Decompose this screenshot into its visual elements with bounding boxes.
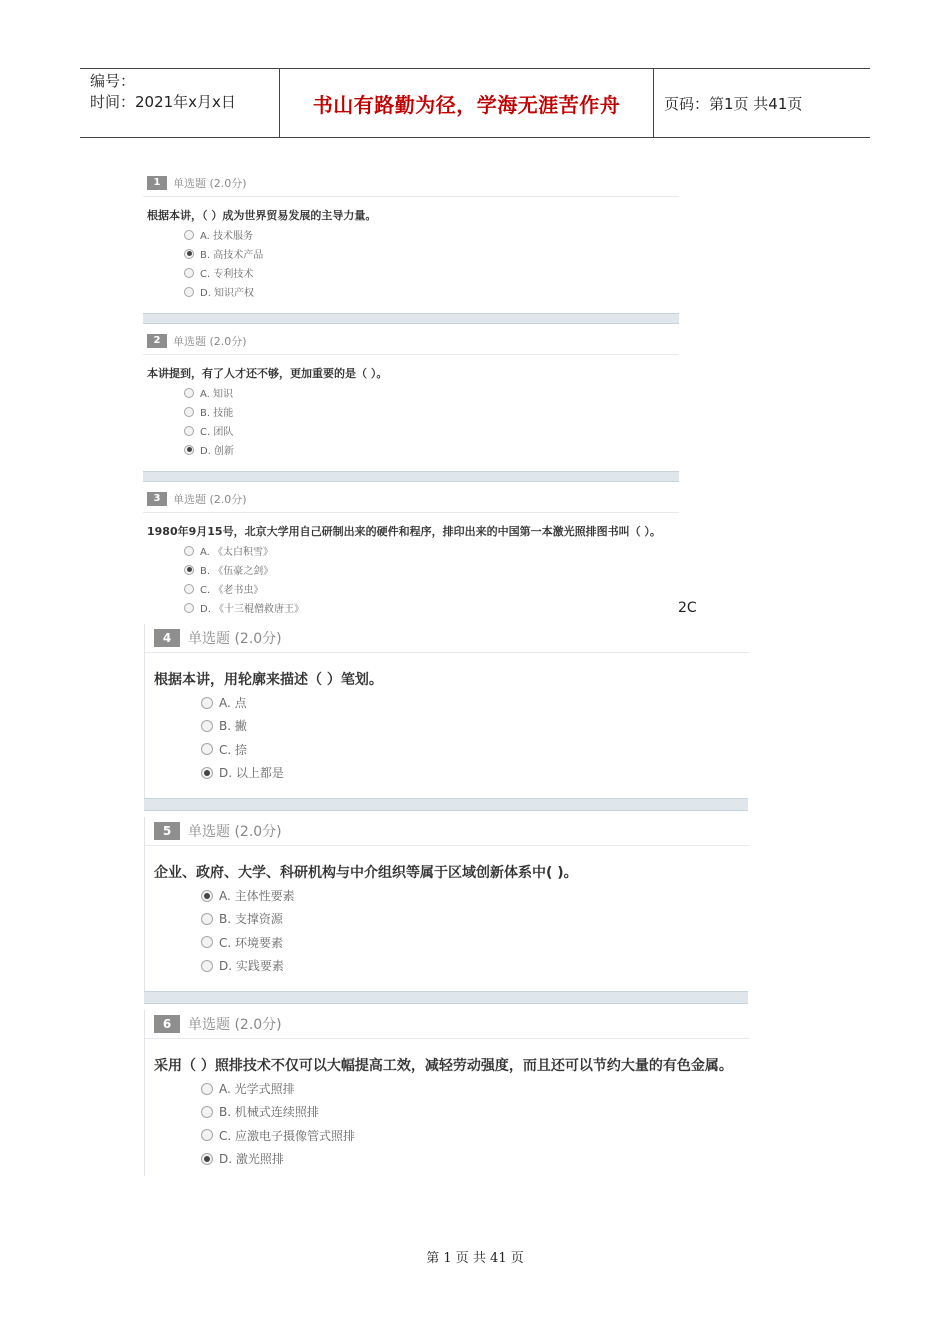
question-separator-band [144, 798, 748, 811]
option-label: C. 应激电子摄像管式照排 [219, 1128, 356, 1143]
page-footer: 第 1 页 共 41 页 [426, 1251, 524, 1266]
option-a[interactable] [143, 225, 679, 244]
divider [143, 196, 679, 197]
question-number-badge: 1 [147, 176, 167, 190]
option-a[interactable] [145, 691, 749, 714]
option-label: C. 团队 [200, 427, 234, 438]
divider [145, 845, 749, 846]
radio-icon[interactable] [201, 1106, 213, 1118]
question-stem: 1980年9月15号，北京大学用自己研制出来的硬件和程序，排印出来的中国第一本激光照排图书叫（ ）。 [147, 525, 661, 538]
option-label: A. 知识 [200, 389, 234, 400]
option-label: C. 环境要素 [219, 935, 284, 950]
question-header [145, 817, 749, 845]
header-motto-cell [280, 69, 654, 137]
option-c[interactable] [143, 421, 679, 440]
question-number-badge: 2 [147, 334, 167, 348]
option-label: C. 《老书虫》 [200, 585, 264, 596]
option-a[interactable] [143, 541, 679, 560]
question-2 [143, 328, 679, 459]
question-header [145, 624, 749, 652]
question-type: 单选题 (2.0分) [188, 1017, 282, 1033]
header-page-info-cell [654, 69, 870, 137]
radio-icon[interactable] [184, 407, 194, 417]
option-c[interactable] [143, 579, 679, 598]
radio-icon[interactable] [201, 767, 213, 779]
option-label: A. 光学式照排 [219, 1082, 295, 1097]
option-label: D. 实践要素 [219, 959, 284, 974]
radio-icon[interactable] [184, 445, 194, 455]
question-header [143, 170, 679, 196]
option-d[interactable] [145, 761, 749, 784]
handwritten-answer-note: 2C [678, 600, 697, 616]
option-label: A. 技术服务 [200, 231, 254, 242]
option-d[interactable] [143, 598, 679, 617]
option-b[interactable] [143, 402, 679, 421]
option-label: B. 《伍豪之剑》 [200, 566, 274, 577]
question-number-badge: 5 [154, 822, 180, 840]
option-a[interactable] [143, 383, 679, 402]
option-label: B. 撇 [219, 719, 247, 734]
option-label: B. 高技术产品 [200, 250, 264, 261]
radio-icon[interactable] [201, 1083, 213, 1095]
divider [143, 354, 679, 355]
option-b[interactable] [143, 244, 679, 263]
option-label: B. 支撑资源 [219, 912, 283, 927]
radio-icon[interactable] [184, 603, 194, 613]
option-c[interactable] [145, 738, 749, 761]
time-label: 时间：2021年x月x日 [90, 93, 236, 111]
question-stem: 采用（ ）照排技术不仅可以大幅提高工效，减轻劳动强度，而且还可以节约大量的有色金属。 [154, 1058, 733, 1074]
radio-icon[interactable] [184, 388, 194, 398]
question-number-badge: 3 [147, 492, 167, 506]
question-6 [144, 1010, 749, 1176]
option-b[interactable] [143, 560, 679, 579]
option-c[interactable] [143, 263, 679, 282]
question-header [143, 486, 679, 512]
option-d[interactable] [145, 1147, 749, 1170]
option-d[interactable] [143, 282, 679, 301]
radio-icon[interactable] [201, 913, 213, 925]
question-separator-band [143, 313, 679, 324]
radio-icon[interactable] [184, 249, 194, 259]
page-info: 页码：第1页 共41页 [664, 94, 803, 113]
radio-icon[interactable] [201, 1153, 213, 1165]
question-type: 单选题 (2.0分) [173, 335, 247, 348]
option-label: D. 激光照排 [219, 1152, 284, 1167]
radio-icon[interactable] [184, 546, 194, 556]
divider [145, 1038, 749, 1039]
option-label: A. 《太白积雪》 [200, 547, 274, 558]
question-header [143, 328, 679, 354]
radio-icon[interactable] [184, 268, 194, 278]
option-label: B. 机械式连续照排 [219, 1105, 319, 1120]
radio-icon[interactable] [201, 720, 213, 732]
question-type: 单选题 (2.0分) [173, 177, 247, 190]
option-label: B. 技能 [200, 408, 234, 419]
question-separator-band [143, 471, 679, 482]
option-label: C. 捺 [219, 742, 248, 757]
option-a[interactable] [145, 884, 749, 907]
option-c[interactable] [145, 931, 749, 954]
option-b[interactable] [145, 714, 749, 737]
question-number-badge: 4 [154, 629, 180, 647]
option-c[interactable] [145, 1124, 749, 1147]
question-number-badge: 6 [154, 1015, 180, 1033]
motto: 书山有路勤为径，学海无涯苦作舟 [312, 92, 621, 117]
question-stem: 根据本讲，用轮廓来描述（ ）笔划。 [154, 672, 383, 688]
radio-icon[interactable] [201, 697, 213, 709]
radio-icon[interactable] [201, 743, 213, 755]
option-label: D. 《十三棍僧救唐王》 [200, 604, 305, 615]
radio-icon[interactable] [201, 1129, 213, 1141]
radio-icon[interactable] [201, 936, 213, 948]
radio-icon[interactable] [184, 565, 194, 575]
question-5 [144, 817, 749, 991]
option-b[interactable] [145, 1100, 749, 1123]
question-4 [144, 624, 749, 798]
divider [143, 512, 679, 513]
question-header [145, 1010, 749, 1038]
question-type: 单选题 (2.0分) [188, 824, 282, 840]
question-1 [143, 170, 679, 301]
option-a[interactable] [145, 1077, 749, 1100]
option-label: D. 以上都是 [219, 766, 284, 781]
question-type: 单选题 (2.0分) [188, 631, 282, 647]
option-b[interactable] [145, 907, 749, 930]
document-header [80, 68, 870, 138]
radio-icon[interactable] [184, 584, 194, 594]
option-label: D. 知识产权 [200, 288, 255, 299]
option-d[interactable] [143, 440, 679, 459]
question-stem: 企业、政府、大学、科研机构与中介组织等属于区域创新体系中( )。 [154, 865, 578, 881]
option-label: D. 创新 [200, 446, 235, 457]
option-label: A. 点 [219, 696, 247, 711]
header-meta [80, 69, 280, 137]
option-d[interactable] [145, 954, 749, 977]
radio-icon[interactable] [201, 890, 213, 902]
question-stem: 根据本讲，（ ）成为世界贸易发展的主导力量。 [147, 209, 377, 222]
radio-icon[interactable] [184, 287, 194, 297]
radio-icon[interactable] [184, 230, 194, 240]
radio-icon[interactable] [201, 960, 213, 972]
divider [145, 652, 749, 653]
radio-icon[interactable] [184, 426, 194, 436]
question-type: 单选题 (2.0分) [173, 493, 247, 506]
option-label: A. 主体性要素 [219, 889, 295, 904]
number-label: 编号： [90, 72, 136, 90]
question-separator-band [144, 991, 748, 1004]
question-3 [143, 486, 679, 617]
question-stem: 本讲提到，有了人才还不够，更加重要的是（ ）。 [147, 367, 388, 380]
option-label: C. 专利技术 [200, 269, 254, 280]
